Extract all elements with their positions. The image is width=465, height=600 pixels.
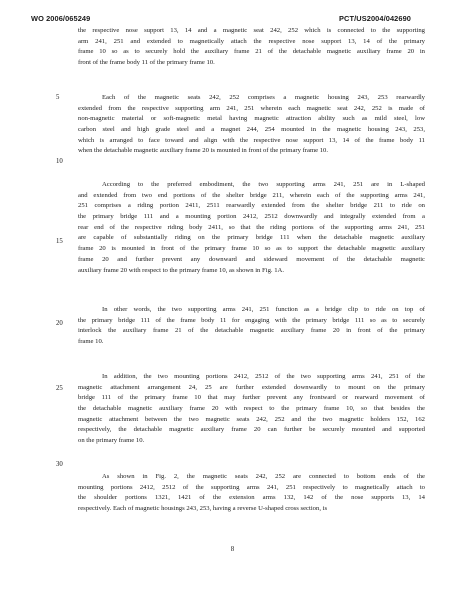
text-line: and extended from two end portions of the shelter bridge 211, wherein each of the supporting arms 241, [78,191,425,199]
paragraph [78,93,425,157]
text-line: the shoulder portions 1321, 1421 of the extension arms 132, 142 of the nose supports 13, 14 [78,494,425,502]
text-line: respectively. Each of magnetic housings 243, 253, having a reverse U-shaped cross section, is [78,505,328,513]
text-line: which is arranged to face toward and align with the respective nose support 13, 14 of the frame body 11 [78,136,425,144]
text-line: As shown in Fig. 2, the magnetic seats 242, 252 are connected to bottom ends of the [102,473,425,480]
text-line: when the detachable magnetic auxiliary frame 20 is mounted in front of the primary frame 10. [78,147,329,155]
text-line: frame 20 is mounted in front of the primary frame 10 so as to support the detachable magnetic auxiliary [78,245,425,253]
paragraph [78,472,425,515]
text-line: are capable of substantially riding on the primary bridge 111 when the detachable magnetic auxiliary [78,234,425,242]
text-line: 251 comprises a riding portion 2411, 2511 rearwardly extended from the shelter bridge 211 to ride on [78,202,425,210]
line-number: 30 [56,461,63,468]
paragraph [78,180,425,276]
text-line: non-magnetic material or soft-magnetic metal having magnetic attraction ability such as mild steel, low [78,115,425,123]
text-line: According to the preferred embodiment, the two supporting arms 241, 251 are in L-shaped [102,181,425,188]
line-number: 20 [56,320,63,327]
text-line: rear end of the respective riding body 2411, so that the riding portions of the supporting arms 241, 251 [78,223,425,231]
text-line: the primary bridge 111 of the frame body 11 for engaging with the primary bridge 111 so as to securely [78,316,425,324]
text-line: In addition, the two mounting portions 2412, 2512 of the two supporting arms 241, 251 of the [102,373,425,380]
text-line: Each of the magnetic seats 242, 252 comprises a magnetic housing 243, 253 rearwardly [102,94,425,101]
text-line: bridge 111 of the primary frame 10 that may further prevent any frontward or rearward movement of [78,394,425,402]
publication-number: WO 2006/065249 [31,14,91,23]
line-number: 25 [56,385,63,392]
paragraph [78,26,425,69]
text-line: carbon steel and high grade steel and a magnet 244, 254 mounted in the magnetic housing 243, 253, [78,126,425,134]
application-number: PCT/US2004/042690 [339,14,411,23]
text-line: mounting portions 2412, 2512 of the supporting arms 241, 251 respectively to magnetically attach to [78,483,425,491]
paragraph [78,372,425,447]
page-number: 8 [230,546,235,553]
text-line: auxiliary frame 20 with respect to the primary frame 10, as shown in Fig. 1A. [78,266,284,274]
text-line: In other words, the two supporting arms 241, 251 function as a bridge clip to ride on top of [102,306,425,313]
text-line: interlock the auxiliary frame 21 of the detachable magnetic auxiliary frame 20 in front of the primary [78,327,425,335]
text-line: the detachable magnetic auxiliary frame 20 with respect to the primary frame 10, so that besides the [78,405,425,413]
line-number: 15 [56,238,63,245]
text-line: the respective nose support 13, 14 and a magnetic seat 242, 252 which is connected to the supporting [78,27,425,34]
paragraph [78,305,425,348]
text-line: frame 10. [78,338,104,346]
text-line: on the primary frame 10. [78,437,145,445]
text-line: respectively, the detachable magnetic auxiliary frame 20 can further be securely mounted and supported [78,426,425,434]
line-number: 10 [56,158,63,165]
text-line: extended from the respective supporting arm 241, 251 wherein each magnetic seat 242, 252 is made of [78,104,425,112]
text-line: front of the frame body 11 of the primary frame 10. [78,59,215,67]
line-number: 5 [56,94,60,101]
text-line: magnetic attachment between the two magnetic seats 242, 252 and the two magnetic holders 152, 162 [78,415,425,423]
text-line: the primary bridge 111 and a mounting portion 2412, 2512 downwardly and integrally extended from a [78,213,425,221]
text-line: frame 10 so as to securely hold the auxiliary frame 21 of the detachable magnetic auxiliary frame 20 in [78,48,425,56]
text-line: frame 20 and further prevent any downward and sideward movement of the detachable magnetic [78,255,425,263]
text-line: magnetic attachment arrangement 24, 25 are further extended downwardly to mount on the primary [78,383,425,391]
text-line: arm 241, 251 and extended to magnetically attach the respective nose support 13, 14 of the primary [78,37,425,45]
